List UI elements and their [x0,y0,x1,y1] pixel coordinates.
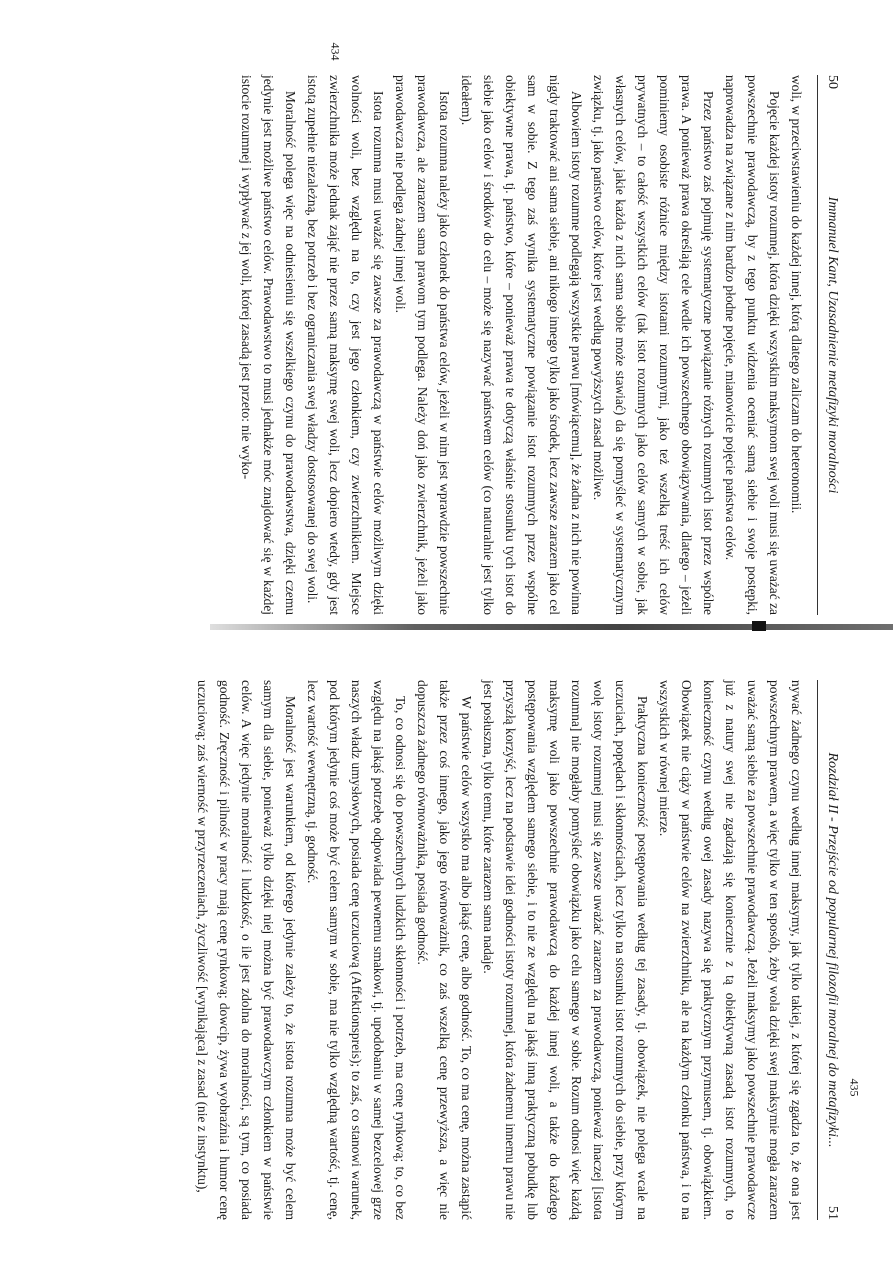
page-number: 50 [825,75,840,89]
divider-mark [752,621,766,631]
margin-number: 434 [328,42,343,61]
paragraph: Istota rozumna należy jako członek do państwa celów, jeżeli w nim jest wprawdzie powszechnie prawodawcza, ale zarazem sama prawom tym podlega. Należy doń jako zwierzchnik, jeżeli jako prawodawcza nie podlega żadnej innej woli. [393,75,452,615]
paragraph: W państwie celów wszystko ma albo jakąś cenę, albo godność. To, co ma cenę, można zastąpić także przez coś innego, jako jego równoważnik, co zaś wszelką cenę przewyższa, a więc nie dopuszcza żadnego równoważnika, posiada godność. [415,680,474,1220]
paragraph: Moralność jest warunkiem, od którego jedynie zależy to, że istota rozumna może być celem samym dla siebie, ponieważ tylko dzięki niej można być prawodawczym członkiem w państwie celów. A więc jedynie moralność i ludzkość, o ile jest zdolna do moralności, są tym, co posiada godność. Zręczność i pilność w pracy mają cenę rynkową; dowcip, żywa wyobraźnia i humor cenę uczuciową; zaś wierność w przyrzeczeniach, życzliwość [wynikająca] z zasad (nie z instynktu), [195,680,298,1220]
paragraph: Przez państwo zaś pojmuję systematyczne powiązanie różnych rozumnych istot przez wspólne prawa. A ponieważ prawa określają cele wedle ich powszechnego obowiązywania, dlatego – jeżeli pominiemy osobiste różnice między istotami rozumnymi, jako też wszelką treść ich celów prywatnych – to całość wszystkich celów (tak istot rozumnych jako celów samych w sobie, jak własnych celów, jakie każda z nich sama sobie może stawiać) da się pomyśleć w systematycznym związku, tj. jako państwo celów, które jest według powyższych zasad możliwe. [591,75,716,615]
body-text [235,75,807,615]
paragraph: To, co odnosi się do powszechnych ludzkich skłonności i potrzeb, ma cenę rynkową; to, co bez względu na jakąś potrzebę odpowiada pewnemu smakowi, tj. upodobaniu w samej bezcelowej grze naszych władz umysłowych, posiada cenę uczuciową (Affektionspreis); to zaś, co stanowi warunek, pod którym jedynie coś może być celem samym w sobie, ma nie tylko względną wartość, tj. cenę, lecz wartość wewnętrzną, tj. godność. [305,680,408,1220]
paragraph: woli, w przeciwstawieniu do każdej innej, którą dlatego zaliczam do heteronomii. [789,75,804,514]
paragraph: Istota rozumna musi uważać się zawsze za prawodawczą w państwie celów możliwym dzięki wolności woli, bez względu na to, czy jest jego członkiem, czy zwierzchnikiem. Miejsce zwierzchnika może jednak zająć nie przez samą maksymę swej woli, lecz dopiero wtedy, gdy jest istotą zupełnie niezależną, bez potrzeb i bez ograniczania swej władzy dostosowanej do swej woli. [305,75,386,615]
bottom-page [120,680,840,1220]
paragraph: Pojęcie każdej istoty rozumnej, która dzięki wszystkim maksymom swej woli musi się uważać za powszechnie prawodawczą, by z tego punktu widzenia oceniać samą siebie i swoje postępki, naprowadza na związane z nim bardzo płodne pojęcie, mianowicie pojęcie państwa celów. [723,75,782,615]
running-head [817,75,840,615]
paragraph: Moralność polega więc na odniesieniu się wszelkiego czynu do prawodawstwa, dzięki czemu jedynie jest możliwe państwo celów. Prawodawstwo to musi jednakże móc znajdować się w każdej istocie rozumnej i wypływać z jej woli, której zasadą jest przeto: nie wyko- [239,75,298,615]
paragraph: nywać żadnego czynu według innej maksymy, jak tylko takiej, z której się zgadza to, że ona jest powszechnym prawem, a więc tylko w ten sposób, żeby wola dzięki swej maksymie mogła zarazem uważać samą siebie za powszechnie prawodawczą. Jeżeli maksymy jako powszechnie prawodawcze już z natury swej nie zgadzają się koniecznie z tą obiektywną zasadą istot rozumnych, to konieczność czynu według owej zasady nazywa się praktycznym przymusem, tj. obowiązkiem. Obowiązek nie ciąży w państwie celów na zwierzchniku, ale na każdym członku państwa, i to na wszystkich w równej mierze. [657,680,804,1220]
paragraph: Praktyczna konieczność postępowania według tej zasady, tj. obowiązek, nie polega wcale na uczuciach, popędach i skłonnościach, lecz tylko na stosunku istot rozumnych do siebie, przy którym wolę istoty rozumnej musi się zawsze uważać zarazem za prawodawczą, ponieważ inaczej [istota rozumna] nie mogłaby pomyśleć obowiązku jako celu samego w sobie. Rozum odnosi więc każdą maksymę woli jako powszechnie prawodawczą do każdej innej woli, a także do każdego postępowania względem samego siebie, i to nie ze względu na jakąś inną praktyczną pobudkę lub przyszłą korzyść, lecz na podstawie idei godności istoty rozumnej, która żadnemu innemu prawu nie jest posłuszna, tylko temu, które zarazem sama nadaje. [481,680,650,1220]
running-title: Immanuel Kant, Uzasadnienie metafizyki moralności [825,196,840,494]
margin-number: 435 [847,1078,862,1097]
body-text [191,680,807,1220]
paragraph: Albowiem istoty rozumne podlegają wszystkie prawu [mówiącemu], że żadna z nich nie powinna nigdy traktować ani sama siebie, ani nikogo innego tylko jako środek, lecz zawsze zarazem jako cel sam w sobie. Z tego zaś wynika systematyczne powiązanie istot rozumnych przez wspólne obiektywne prawa, tj. państwo, które – ponieważ prawa te dotyczą właśnie stosunku tych istot do siebie jako celów i środków do celu – może się nazywać państwem celów (co naturalnie jest tylko ideałem). [459,75,584,615]
running-head [817,680,840,1220]
page-number: 51 [825,1206,840,1220]
top-page [120,75,840,615]
page-divider [210,624,893,630]
running-title: Rozdział II - Przejście od popularnej filozofii moralnej do metafizyki... [825,752,840,1148]
